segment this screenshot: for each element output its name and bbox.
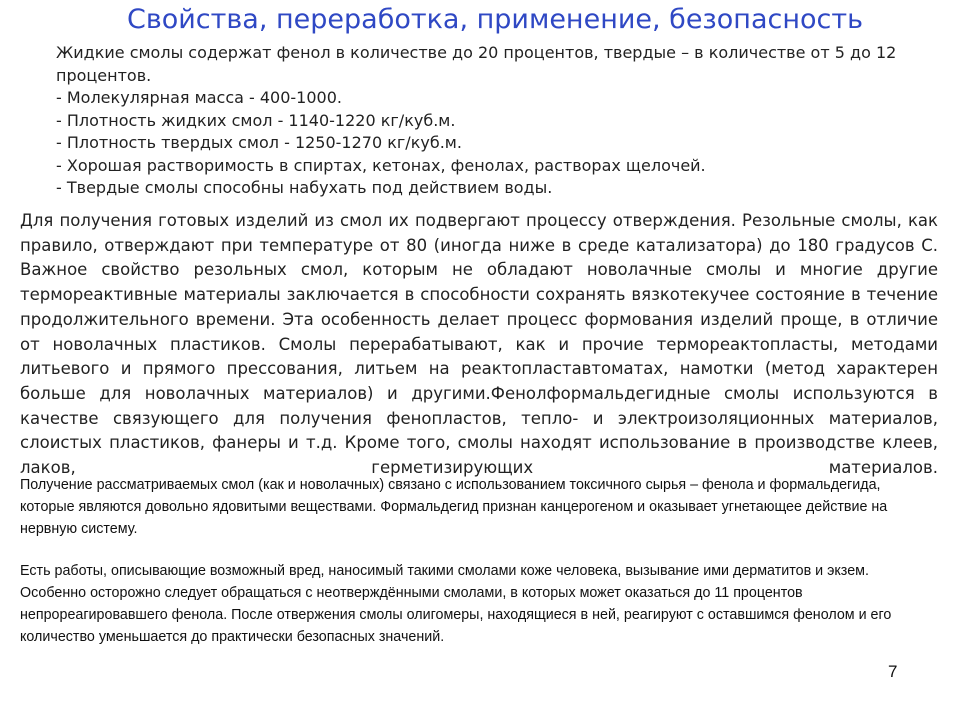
property-item-solubility: - Хорошая растворимость в спиртах, кетонах, фенолах, растворах щелочей. <box>56 155 706 175</box>
safety-paragraph-skin: Есть работы, описывающие возможный вред, наносимый такими смолами коже человека, вызывание ими дерматитов и экзем. Особенно осторожно следует обращаться с неотверждёнными смолами, в которых может оказаться до 11 процентов непрореагировавшего фенола. После отвержения смолы олигомеры, находящиеся в ней, реагируют с оставшимся фенолом и его количество уменьшается до практически безопасных значений. <box>20 563 892 645</box>
property-item-swelling: - Твердые смолы способны набухать под действием воды. <box>56 178 553 197</box>
property-item-molecular-mass: - Молекулярная масса - 400-1000. <box>56 88 342 107</box>
safety-paragraph-toxicity: Получение рассматриваемых смол (как и новолачных) связано с использованием токсичного сырья – фенола и формальдегида, которые являются довольно ядовитыми веществами. Формальдегид признан канцерогеном и оказывает угнетающее действие на нервную систему. <box>20 477 888 537</box>
slide-title: Свойства, переработка, применение, безопасность <box>126 4 864 35</box>
processing-text: Для получения готовых изделий из смол их подвергают процессу отверждения. Резольные смолы, как правило, отверждают при температуре от 80 (иногда ниже в среде катализатора) до 180 градусов С. Важное свойство резольных смол, которым не обладают новолачные смолы и многие другие термореактивные материалы заключается в способности сохранять вязкотекучее состояние в течение продолжительного времени. Эта особенность делает процесс формования изделий проще, в отличие от новолачных пластиков. Смолы перерабатывают, как и прочие термореактопласты, методами литьевого и прямого прессования, литьем на реактопластавтоматах, намотки (метод характерен больше для новолачных материалов) и другими.Фенолформальдегидные смолы используются в качестве связующего для получения фенопластов, тепло- и электроизоляционных материалов, слоистых пластиков, фанеры и т.д. Кроме того, смолы находят использование в производстве клеев, лаков, герметизирующих материалов. <box>20 211 938 478</box>
page-number: 7 <box>888 662 898 681</box>
property-item-liquid-density: - Плотность жидких смол - 1140-1220 кг/куб.м. <box>56 110 456 130</box>
property-item-solid-density: - Плотность твердых смол - 1250-1270 кг/куб.м. <box>56 133 462 152</box>
properties-list <box>56 42 946 200</box>
properties-intro: Жидкие смолы содержат фенол в количестве до 20 процентов, твердые – в количестве от 5 до 12 процентов. <box>56 43 897 85</box>
processing-paragraph <box>20 209 938 491</box>
safety-section <box>20 474 920 648</box>
